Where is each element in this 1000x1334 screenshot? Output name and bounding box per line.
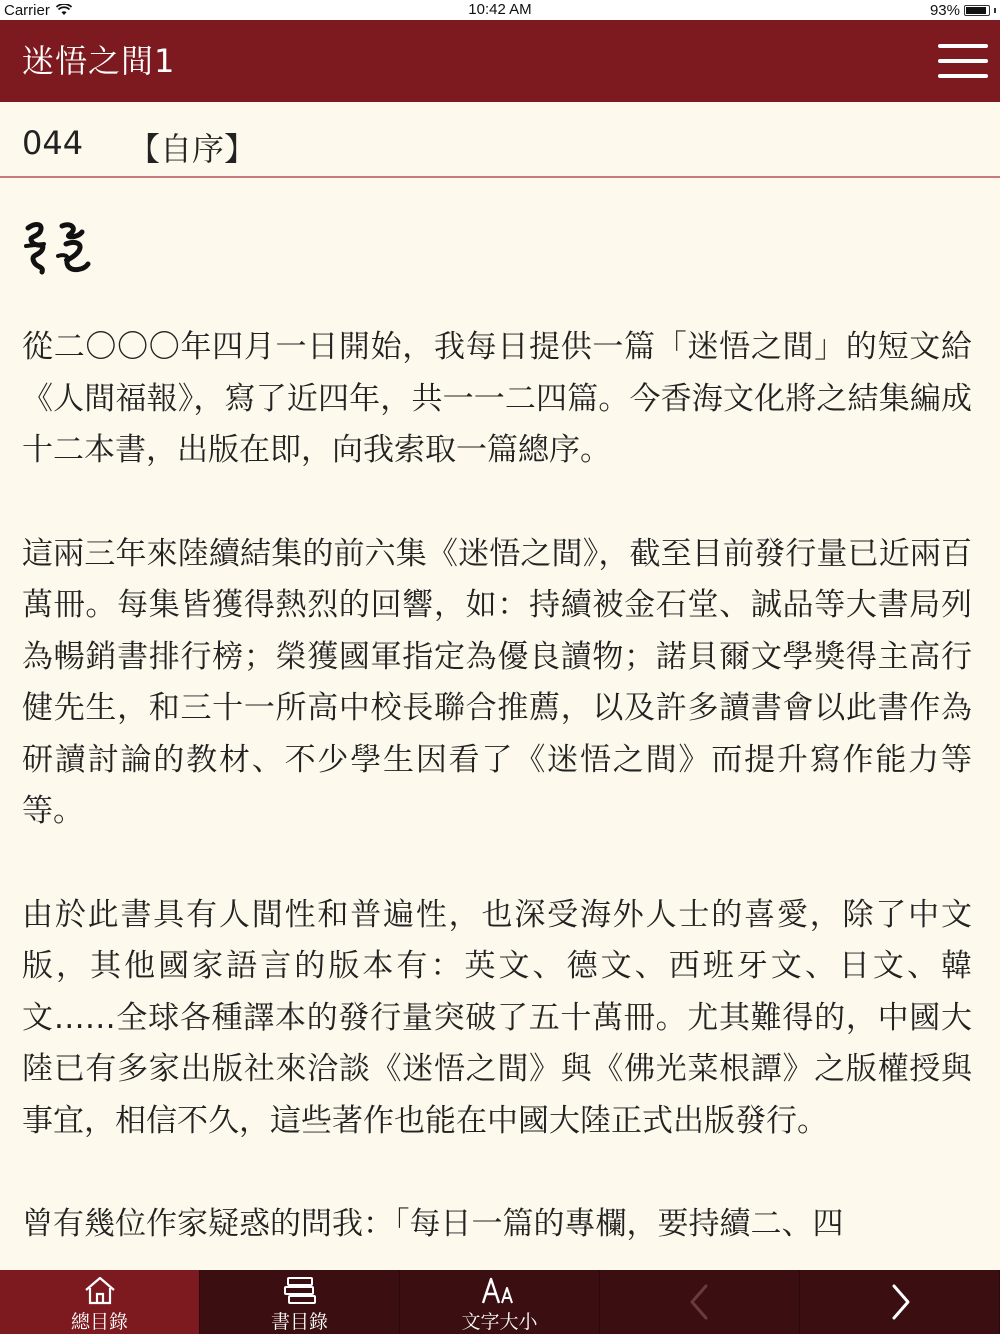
hamburger-menu-icon[interactable] xyxy=(938,40,988,82)
tab-label: 總目錄 xyxy=(70,1310,128,1333)
status-bar xyxy=(0,0,1000,20)
paragraph: 這兩三年來陸續結集的前六集《迷悟之間》，截至目前發行量已近兩百萬冊。每集皆獲得熱烈的回響，如：持續被金石堂、誠品等大書局列為暢銷書排行榜；榮獲國軍指定為優良讀物；諾貝爾文學獎得主高行健先生，和三十一所高中校長聯合推薦，以及許多讀書會以此書作為研讀討論的教材、不少學生因看了《迷悟之間》而提升寫作能力等等。 xyxy=(22,535,972,829)
calligraphy-signature xyxy=(22,218,102,276)
menu-line xyxy=(938,74,988,78)
carrier-label: Carrier xyxy=(4,1,50,19)
status-time: 10:42 AM xyxy=(468,1,532,18)
battery-icon xyxy=(964,5,990,16)
books-icon xyxy=(282,1271,318,1305)
book-title: 迷悟之間1 xyxy=(22,42,176,80)
battery-percent: 93% xyxy=(929,1,960,19)
battery-tip xyxy=(994,8,996,13)
tab-label: 書目錄 xyxy=(270,1310,328,1333)
menu-line xyxy=(938,59,988,63)
next-page-button[interactable] xyxy=(800,1270,1000,1334)
chapter-number: 044 xyxy=(22,124,84,162)
menu-line xyxy=(938,44,988,48)
app-header xyxy=(0,20,1000,102)
chapter-title: 【自序】 xyxy=(128,130,257,168)
paragraph: 由於此書具有人間性和普遍性，也深受海外人士的喜愛，除了中文版，其他國家語言的版本有：英文、德文、西班牙文、日文、韓文……全球各種譯本的發行量突破了五十萬冊。尤其難得的，中國大陸已有多家出版社來洽談《迷悟之間》與《佛光菜根譚》之版權授與事宜，相信不久，這些著作也能在中國大陸正式出版發行。 xyxy=(22,896,972,1139)
battery-fill xyxy=(966,7,986,14)
status-right xyxy=(930,0,996,20)
chapter-bar xyxy=(0,102,1000,178)
tab-main-contents[interactable] xyxy=(0,1270,200,1334)
paragraph: 從二〇〇〇年四月一日開始，我每日提供一篇「迷悟之間」的短文給《人間福報》，寫了近四年，共一一二四篇。今香海文化將之結集編成十二本書，出版在即，向我索取一篇總序。 xyxy=(22,329,972,468)
tab-font-size[interactable] xyxy=(400,1270,600,1334)
home-icon xyxy=(83,1271,117,1305)
article-content[interactable] xyxy=(22,180,972,1268)
tab-book-contents[interactable] xyxy=(200,1270,400,1334)
font-size-icon xyxy=(480,1271,520,1305)
prev-page-button[interactable] xyxy=(600,1270,800,1334)
paragraph: 曾有幾位作家疑惑的問我：「每日一篇的專欄，要持續二、四 xyxy=(22,1206,844,1242)
chevron-left-icon xyxy=(688,1282,712,1322)
tab-label: 文字大小 xyxy=(461,1310,538,1333)
chevron-right-icon xyxy=(888,1282,912,1322)
bottom-toolbar xyxy=(0,1270,1000,1334)
